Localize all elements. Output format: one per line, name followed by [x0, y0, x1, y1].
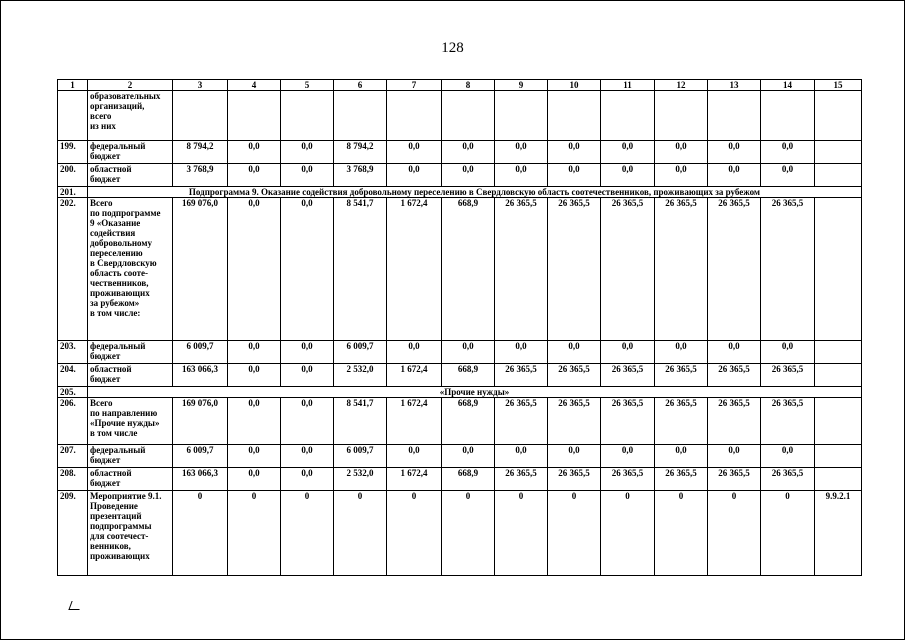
- row-number-cell: 209.: [58, 491, 88, 576]
- value-cell: 26 365,5: [708, 468, 761, 491]
- row-label-line: проживающих: [90, 551, 150, 561]
- code-cell: [815, 164, 862, 187]
- row-number-cell: 204.: [58, 364, 88, 387]
- row-label-line: проживающих: [90, 288, 150, 298]
- table-row-199: [58, 141, 862, 164]
- value-cell: 1 672,4: [387, 468, 442, 491]
- row-label-cell: [88, 198, 173, 341]
- value-cell: [334, 91, 387, 141]
- table-row-208: [58, 468, 862, 491]
- value-cell: [387, 91, 442, 141]
- value-cell: 0: [228, 491, 281, 576]
- value-cell: 8 794,2: [334, 141, 387, 164]
- value-cell: 0,0: [442, 341, 495, 364]
- value-cell: [228, 91, 281, 141]
- value-cell: 0,0: [228, 445, 281, 468]
- table-row-201: [58, 187, 862, 198]
- value-cell: 26 365,5: [761, 468, 815, 491]
- value-cell: 26 365,5: [495, 364, 548, 387]
- row-number-cell: 208.: [58, 468, 88, 491]
- header-cell: 2: [88, 80, 173, 91]
- value-cell: 0: [548, 491, 601, 576]
- value-cell: 26 365,5: [495, 198, 548, 341]
- row-label-cell: [88, 491, 173, 576]
- value-cell: 0,0: [387, 341, 442, 364]
- header-cell: 11: [601, 80, 655, 91]
- row-label-line: федеральный: [90, 141, 146, 151]
- row-label-line: федеральный: [90, 341, 146, 351]
- row-label-line: по подпрограмме: [90, 208, 161, 218]
- header-cell: 15: [815, 80, 862, 91]
- value-cell: 0,0: [442, 445, 495, 468]
- row-label-line: чественников,: [90, 278, 149, 288]
- value-cell: 0,0: [281, 445, 334, 468]
- value-cell: 26 365,5: [655, 468, 708, 491]
- row-number-cell: 205.: [58, 387, 88, 398]
- value-cell: 0,0: [601, 341, 655, 364]
- value-cell: 0,0: [495, 164, 548, 187]
- code-cell: [815, 141, 862, 164]
- table-row-206: [58, 398, 862, 445]
- value-cell: 26 365,5: [495, 398, 548, 445]
- value-cell: 0,0: [228, 164, 281, 187]
- row-label-line: образовательных: [90, 91, 161, 101]
- row-number-cell: 207.: [58, 445, 88, 468]
- value-cell: 668,9: [442, 198, 495, 341]
- value-cell: 0,0: [281, 398, 334, 445]
- header-cell: 1: [58, 80, 88, 91]
- code-cell: [815, 445, 862, 468]
- value-cell: 0,0: [655, 141, 708, 164]
- value-cell: 0: [334, 491, 387, 576]
- row-label-line: «Прочие нужды»: [90, 418, 160, 428]
- value-cell: 8 541,7: [334, 398, 387, 445]
- row-label-line: областной: [90, 468, 132, 478]
- table-row-204: [58, 364, 862, 387]
- value-cell: 0,0: [495, 445, 548, 468]
- value-cell: 3 768,9: [173, 164, 228, 187]
- value-cell: 0,0: [228, 398, 281, 445]
- header-cell: 4: [228, 80, 281, 91]
- row-label-cell: [88, 341, 173, 364]
- value-cell: [708, 91, 761, 141]
- row-label-line: область сооте-: [90, 268, 149, 278]
- header-cell: 6: [334, 80, 387, 91]
- table-row-203: [58, 341, 862, 364]
- header-cell: 5: [281, 80, 334, 91]
- value-cell: 26 365,5: [708, 198, 761, 341]
- value-cell: 0: [387, 491, 442, 576]
- value-cell: 2 532,0: [334, 364, 387, 387]
- table-row-200: [58, 164, 862, 187]
- value-cell: 668,9: [442, 364, 495, 387]
- value-cell: 0,0: [442, 164, 495, 187]
- value-cell: 0,0: [281, 468, 334, 491]
- row-label-line: венников,: [90, 541, 131, 551]
- header-cell: 10: [548, 80, 601, 91]
- value-cell: 0,0: [708, 445, 761, 468]
- value-cell: 0,0: [708, 341, 761, 364]
- row-label-line: содействия: [90, 228, 136, 238]
- value-cell: 26 365,5: [495, 468, 548, 491]
- value-cell: [761, 91, 815, 141]
- value-cell: 2 532,0: [334, 468, 387, 491]
- value-cell: 0,0: [761, 445, 815, 468]
- value-cell: 0,0: [655, 341, 708, 364]
- value-cell: 163 066,3: [173, 468, 228, 491]
- budget-table: [57, 79, 862, 576]
- value-cell: 169 076,0: [173, 398, 228, 445]
- value-cell: 0: [708, 491, 761, 576]
- value-cell: 0,0: [601, 445, 655, 468]
- row-number-cell: 206.: [58, 398, 88, 445]
- value-cell: 0,0: [281, 141, 334, 164]
- value-cell: 0,0: [495, 341, 548, 364]
- code-cell: [815, 198, 862, 341]
- row-label-cell: [88, 445, 173, 468]
- header-row: [58, 80, 862, 91]
- value-cell: 0,0: [442, 141, 495, 164]
- row-label-line: Проведение: [90, 501, 138, 511]
- value-cell: 6 009,7: [173, 445, 228, 468]
- value-cell: 668,9: [442, 398, 495, 445]
- value-cell: 169 076,0: [173, 198, 228, 341]
- row-label-line: 9 «Оказание: [90, 218, 141, 228]
- row-label-line: Мероприятие 9.1.: [90, 491, 162, 501]
- value-cell: 26 365,5: [655, 364, 708, 387]
- value-cell: 0,0: [761, 341, 815, 364]
- value-cell: [495, 91, 548, 141]
- value-cell: 26 365,5: [708, 398, 761, 445]
- value-cell: 26 365,5: [601, 398, 655, 445]
- row-label-line: презентаций: [90, 511, 142, 521]
- value-cell: 0,0: [761, 164, 815, 187]
- row-label-line: для соотечест-: [90, 531, 149, 541]
- header-cell: 13: [708, 80, 761, 91]
- value-cell: 0,0: [655, 164, 708, 187]
- value-cell: 0,0: [548, 141, 601, 164]
- row-label-line: Всего: [90, 198, 113, 208]
- row-label-line: бюджет: [90, 351, 121, 361]
- code-cell: [815, 91, 862, 141]
- value-cell: 0,0: [708, 164, 761, 187]
- table-row-207: [58, 445, 862, 468]
- value-cell: 0: [761, 491, 815, 576]
- value-cell: 0,0: [495, 141, 548, 164]
- row-label-cell: [88, 468, 173, 491]
- value-cell: 0,0: [387, 141, 442, 164]
- value-cell: 8 541,7: [334, 198, 387, 341]
- code-cell: [815, 364, 862, 387]
- code-cell: [815, 468, 862, 491]
- row-label-cell: [88, 91, 173, 141]
- row-label-line: бюджет: [90, 151, 121, 161]
- page-number: 128: [441, 40, 464, 56]
- value-cell: 0,0: [708, 141, 761, 164]
- row-label-line: в Свердловскую: [90, 258, 157, 268]
- value-cell: 1 672,4: [387, 198, 442, 341]
- value-cell: 0,0: [601, 164, 655, 187]
- value-cell: 668,9: [442, 468, 495, 491]
- value-cell: 3 768,9: [334, 164, 387, 187]
- row-label-line: переселению: [90, 248, 143, 258]
- row-label-line: бюджет: [90, 478, 121, 488]
- code-cell: [815, 398, 862, 445]
- header-cell: 9: [495, 80, 548, 91]
- table-row-202: [58, 198, 862, 341]
- row-label-line: всего: [90, 111, 112, 121]
- value-cell: 26 365,5: [548, 198, 601, 341]
- value-cell: 26 365,5: [548, 468, 601, 491]
- value-cell: [281, 91, 334, 141]
- section-title-cell: Подпрограмма 9. Оказание содействия добровольному переселению в Свердловскую область соотечественников, проживающих за рубежом: [88, 187, 862, 198]
- value-cell: 0,0: [228, 198, 281, 341]
- value-cell: 1 672,4: [387, 364, 442, 387]
- row-label-line: за рубежом»: [90, 298, 140, 308]
- value-cell: 0: [173, 491, 228, 576]
- value-cell: 0,0: [228, 468, 281, 491]
- value-cell: 26 365,5: [601, 468, 655, 491]
- value-cell: 0,0: [228, 341, 281, 364]
- value-cell: 0: [655, 491, 708, 576]
- row-label-line: по направлению: [90, 408, 158, 418]
- row-number-cell: 201.: [58, 187, 88, 198]
- row-label-line: в том числе:: [90, 308, 141, 318]
- value-cell: 0,0: [281, 164, 334, 187]
- value-cell: 26 365,5: [708, 364, 761, 387]
- value-cell: 26 365,5: [655, 398, 708, 445]
- value-cell: 26 365,5: [761, 364, 815, 387]
- value-cell: [601, 91, 655, 141]
- value-cell: 6 009,7: [334, 341, 387, 364]
- row-label-line: подпрограммы: [90, 521, 152, 531]
- header-cell: 12: [655, 80, 708, 91]
- header-cell: 7: [387, 80, 442, 91]
- table-row-205: [58, 387, 862, 398]
- row-label-cell: [88, 141, 173, 164]
- row-number-cell: [58, 91, 88, 141]
- value-cell: 6 009,7: [334, 445, 387, 468]
- row-label-cell: [88, 164, 173, 187]
- row-number-cell: 202.: [58, 198, 88, 341]
- value-cell: [442, 91, 495, 141]
- value-cell: 0: [601, 491, 655, 576]
- value-cell: 0,0: [387, 164, 442, 187]
- value-cell: 6 009,7: [173, 341, 228, 364]
- value-cell: 26 365,5: [601, 364, 655, 387]
- value-cell: 0,0: [228, 141, 281, 164]
- value-cell: 26 365,5: [761, 198, 815, 341]
- value-cell: [655, 91, 708, 141]
- value-cell: 0,0: [281, 341, 334, 364]
- value-cell: 0: [495, 491, 548, 576]
- row-label-cell: [88, 364, 173, 387]
- row-number-cell: 199.: [58, 141, 88, 164]
- row-label-line: добровольному: [90, 238, 152, 248]
- header-cell: 8: [442, 80, 495, 91]
- row-label-cell: [88, 398, 173, 445]
- code-cell: [815, 341, 862, 364]
- value-cell: 1 672,4: [387, 398, 442, 445]
- value-cell: 0,0: [281, 198, 334, 341]
- value-cell: 26 365,5: [761, 398, 815, 445]
- table-row-209: [58, 491, 862, 576]
- row-number-cell: 200.: [58, 164, 88, 187]
- row-label-line: Всего: [90, 398, 113, 408]
- value-cell: 0,0: [228, 364, 281, 387]
- value-cell: 163 066,3: [173, 364, 228, 387]
- value-cell: [548, 91, 601, 141]
- row-label-line: организаций,: [90, 101, 145, 111]
- value-cell: 0,0: [387, 445, 442, 468]
- header-cell: 14: [761, 80, 815, 91]
- value-cell: 26 365,5: [601, 198, 655, 341]
- value-cell: 0: [442, 491, 495, 576]
- row-label-line: бюджет: [90, 455, 121, 465]
- value-cell: 0,0: [601, 141, 655, 164]
- header-cell: 3: [173, 80, 228, 91]
- row-label-line: бюджет: [90, 374, 121, 384]
- row-label-line: областной: [90, 164, 132, 174]
- section-title-cell: «Прочие нужды»: [88, 387, 862, 398]
- table-row-continuation: [58, 91, 862, 141]
- value-cell: 26 365,5: [548, 364, 601, 387]
- value-cell: 26 365,5: [655, 198, 708, 341]
- row-number-cell: 203.: [58, 341, 88, 364]
- value-cell: 0: [281, 491, 334, 576]
- row-label-line: областной: [90, 364, 132, 374]
- value-cell: 0,0: [548, 445, 601, 468]
- value-cell: 0,0: [548, 164, 601, 187]
- row-label-line: федеральный: [90, 445, 146, 455]
- row-label-line: из них: [90, 121, 116, 131]
- value-cell: 0,0: [655, 445, 708, 468]
- value-cell: 0,0: [761, 141, 815, 164]
- value-cell: 0,0: [281, 364, 334, 387]
- value-cell: 0,0: [548, 341, 601, 364]
- value-cell: [173, 91, 228, 141]
- value-cell: 8 794,2: [173, 141, 228, 164]
- value-cell: 26 365,5: [548, 398, 601, 445]
- code-cell: 9.9.2.1: [815, 491, 862, 576]
- row-label-line: в том числе: [90, 428, 138, 438]
- row-label-line: бюджет: [90, 174, 121, 184]
